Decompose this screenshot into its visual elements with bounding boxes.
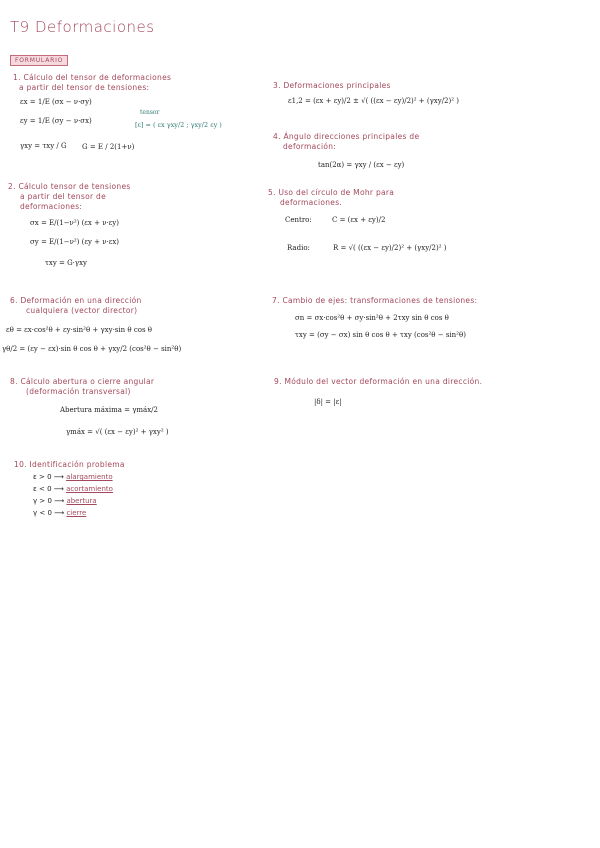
section-4-heading-line1: 4. Ángulo direcciones principales de bbox=[273, 132, 420, 141]
section-1-heading bbox=[13, 73, 171, 93]
eq-sigma-x: σx = E/(1−ν²) (εx + ν·εy) bbox=[30, 219, 119, 227]
arrow-icon: ⟶ bbox=[53, 473, 64, 481]
section-9-heading: 9. Módulo del vector deformación en una dirección. bbox=[274, 377, 483, 386]
section-2-heading-line1: 2. Cálculo tensor de tensiones bbox=[8, 182, 131, 191]
eq-max-opening: Abertura máxima = γmáx/2 bbox=[60, 406, 158, 414]
list-item bbox=[33, 509, 86, 517]
page-title: T9 Deformaciones bbox=[10, 18, 155, 36]
section-2-heading-line2: a partir del tensor de bbox=[20, 192, 107, 201]
arrow-icon: ⟶ bbox=[54, 497, 65, 505]
condition-text: ε > 0 bbox=[33, 473, 52, 481]
section-6-heading bbox=[10, 296, 142, 316]
eq-vector-modulus: |δ| = |ε| bbox=[314, 398, 342, 406]
eq-mohr-centro: C = (εx + εy)/2 bbox=[332, 216, 386, 224]
section-4-heading-line2: deformación: bbox=[283, 142, 337, 151]
result-text: alargamiento bbox=[66, 473, 113, 481]
eq-principal-angle: tan(2α) = γxy / (εx − εy) bbox=[318, 161, 405, 169]
formulario-badge: FORMULARIO bbox=[10, 55, 68, 66]
eq-shear-modulus: G = E / 2(1+ν) bbox=[82, 143, 135, 151]
section-5-heading bbox=[268, 188, 394, 208]
eq-shear-direction: γθ/2 = (εy − εx)·sin θ cos θ + γxy/2 (cos²θ − sin²θ) bbox=[2, 345, 182, 353]
section-8-heading bbox=[10, 377, 154, 397]
eq-epsilon-x: εx = 1/E (σx − ν·σy) bbox=[20, 98, 92, 106]
section-8-heading-line1: 8. Cálculo abertura o cierre angular bbox=[10, 377, 155, 386]
arrow-icon: ⟶ bbox=[54, 509, 65, 517]
eq-principal-strains: ε1,2 = (εx + εy)/2 ± √( ((εx − εy)/2)² + (γxy/2)² ) bbox=[288, 97, 460, 105]
section-5-heading-line1: 5. Uso del círculo de Mohr para bbox=[268, 188, 395, 197]
eq-strain-direction: εθ = εx·cos²θ + εy·sin²θ + γxy·sin θ cos θ bbox=[6, 326, 152, 334]
eq-mohr-radio: R = √( ((εx − εy)/2)² + (γxy/2)² ) bbox=[333, 244, 447, 252]
section-8-heading-line2: (deformación transversal) bbox=[26, 387, 131, 396]
eq-sigma-y: σy = E/(1−ν²) (εy + ν·εx) bbox=[30, 238, 119, 246]
section-6-heading-line2: cualquiera (vector director) bbox=[26, 306, 138, 315]
result-text: cierre bbox=[66, 509, 87, 517]
tensor-label: tensor bbox=[140, 109, 160, 116]
tensor-matrix: [ε] = ( εx γxy/2 ; γxy/2 εy ) bbox=[135, 121, 222, 129]
eq-normal-stress-transform: σn = σx·cos²θ + σy·sin²θ + 2τxy sin θ cos θ bbox=[295, 314, 449, 322]
condition-text: γ > 0 bbox=[33, 497, 52, 505]
mohr-radio-label: Radio: bbox=[287, 244, 310, 252]
section-2-heading bbox=[8, 182, 131, 212]
section-6-heading-line1: 6. Deformación en una dirección bbox=[10, 296, 142, 305]
result-text: abertura bbox=[66, 497, 97, 505]
eq-tau-xy: τxy = G·γxy bbox=[45, 259, 87, 267]
section-1-heading-line2: a partir del tensor de tensiones: bbox=[19, 83, 150, 92]
eq-shear-stress-transform: τxy = (σy − σx) sin θ cos θ + τxy (cos²θ − sin²θ) bbox=[295, 331, 466, 339]
mohr-centro-label: Centro: bbox=[285, 216, 312, 224]
eq-gamma-max: γmáx = √( (εx − εy)² + γxy² ) bbox=[66, 428, 169, 436]
eq-epsilon-y: εy = 1/E (σy − ν·σx) bbox=[20, 117, 92, 125]
section-5-heading-line2: deformaciones. bbox=[280, 198, 343, 207]
eq-gamma-xy: γxy = τxy / G bbox=[20, 142, 67, 150]
condition-text: ε < 0 bbox=[33, 485, 52, 493]
condition-text: γ < 0 bbox=[33, 509, 52, 517]
list-item bbox=[33, 497, 97, 505]
section-4-heading bbox=[273, 132, 419, 152]
arrow-icon: ⟶ bbox=[53, 485, 64, 493]
list-item bbox=[33, 485, 113, 493]
section-2-heading-line3: deformaciones: bbox=[20, 202, 83, 211]
section-3-heading: 3. Deformaciones principales bbox=[273, 81, 391, 90]
result-text: acortamiento bbox=[66, 485, 113, 493]
list-item bbox=[33, 473, 113, 481]
section-7-heading: 7. Cambio de ejes: transformaciones de tensiones: bbox=[272, 296, 478, 305]
section-1-heading-line1: 1. Cálculo del tensor de deformaciones bbox=[13, 73, 172, 82]
section-10-heading: 10. Identificación problema bbox=[14, 460, 125, 469]
